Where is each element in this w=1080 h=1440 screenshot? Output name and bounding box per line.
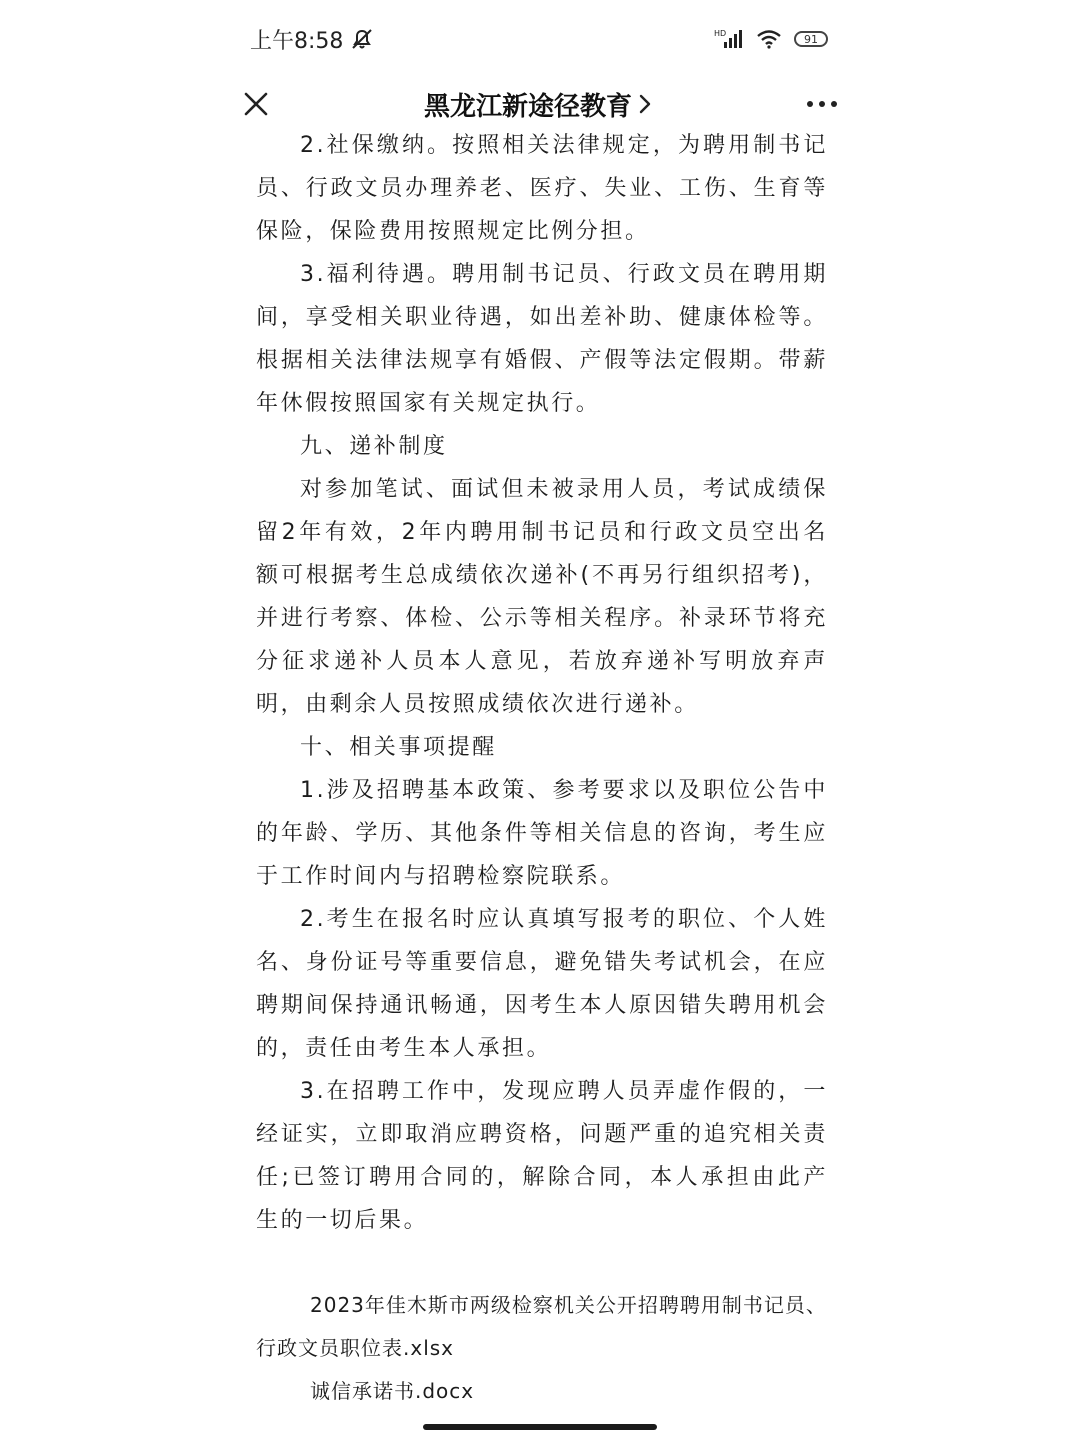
more-icon[interactable] bbox=[806, 99, 838, 109]
status-time: 上午8:58 bbox=[250, 28, 344, 54]
close-icon[interactable] bbox=[242, 90, 270, 118]
signal-icon bbox=[714, 28, 744, 50]
attachments-list bbox=[256, 1284, 828, 1413]
account-title-link[interactable] bbox=[424, 86, 652, 123]
paragraph-substitution: 对参加笔试、面试但未被录用人员，考试成绩保留2年有效，2年内聘用制书记员和行政文员空出名额可根据考生总成绩依次递补(不再另行组织招考)，并进行考察、体检、公示等相关程序。补录环节将充分征求递补人员本人意见，若放弃递补写明放弃声明，由剩余人员按照成绩依次进行递补。 bbox=[256, 477, 828, 717]
svg-text:HD: HD bbox=[714, 29, 727, 38]
section-heading-substitution: 九、递补制度 bbox=[300, 434, 448, 459]
home-indicator[interactable] bbox=[423, 1424, 657, 1430]
nav-bar bbox=[0, 78, 1080, 130]
page-title: 黑龙江新途径教育 bbox=[423, 91, 632, 122]
chevron-right-icon bbox=[638, 93, 652, 115]
status-left bbox=[250, 24, 375, 55]
attachment-docx[interactable]: 诚信承诺书.docx bbox=[310, 1379, 475, 1403]
mute-icon bbox=[349, 27, 375, 51]
paragraph-reminder-2: 2.考生在报名时应认真填写报考的职位、个人姓名、身份证号等重要信息，避免错失考试机会，在应聘期间保持通讯畅通，因考生本人原因错失聘用机会的，责任由考生本人承担。 bbox=[256, 907, 828, 1061]
section-heading-reminders: 十、相关事项提醒 bbox=[300, 735, 497, 760]
article-body bbox=[256, 124, 828, 1242]
battery-level: 91 bbox=[804, 32, 818, 46]
status-right bbox=[714, 28, 828, 50]
paragraph-reminder-1: 1.涉及招聘基本政策、参考要求以及职位公告中的年龄、学历、其他条件等相关信息的咨询，考生应于工作时间内与招聘检察院联系。 bbox=[256, 778, 828, 889]
wifi-icon bbox=[756, 29, 782, 49]
attachment-xlsx[interactable]: 2023年佳木斯市两级检察机关公开招聘聘用制书记员、行政文员职位表.xlsx bbox=[256, 1293, 827, 1360]
paragraph-social-insurance: 2.社保缴纳。按照相关法律规定，为聘用制书记员、行政文员办理养老、医疗、失业、工伤、生育等保险，保险费用按照规定比例分担。 bbox=[256, 133, 828, 244]
paragraph-reminder-3: 3.在招聘工作中，发现应聘人员弄虚作假的，一经证实，立即取消应聘资格，问题严重的追究相关责任;已签订聘用合同的，解除合同，本人承担由此产生的一切后果。 bbox=[256, 1079, 828, 1233]
paragraph-benefits: 3.福利待遇。聘用制书记员、行政文员在聘用期间，享受相关职业待遇，如出差补助、健康体检等。根据相关法律法规享有婚假、产假等法定假期。带薪年休假按照国家有关规定执行。 bbox=[256, 262, 828, 416]
status-bar bbox=[0, 0, 1080, 78]
battery-icon bbox=[794, 31, 828, 47]
